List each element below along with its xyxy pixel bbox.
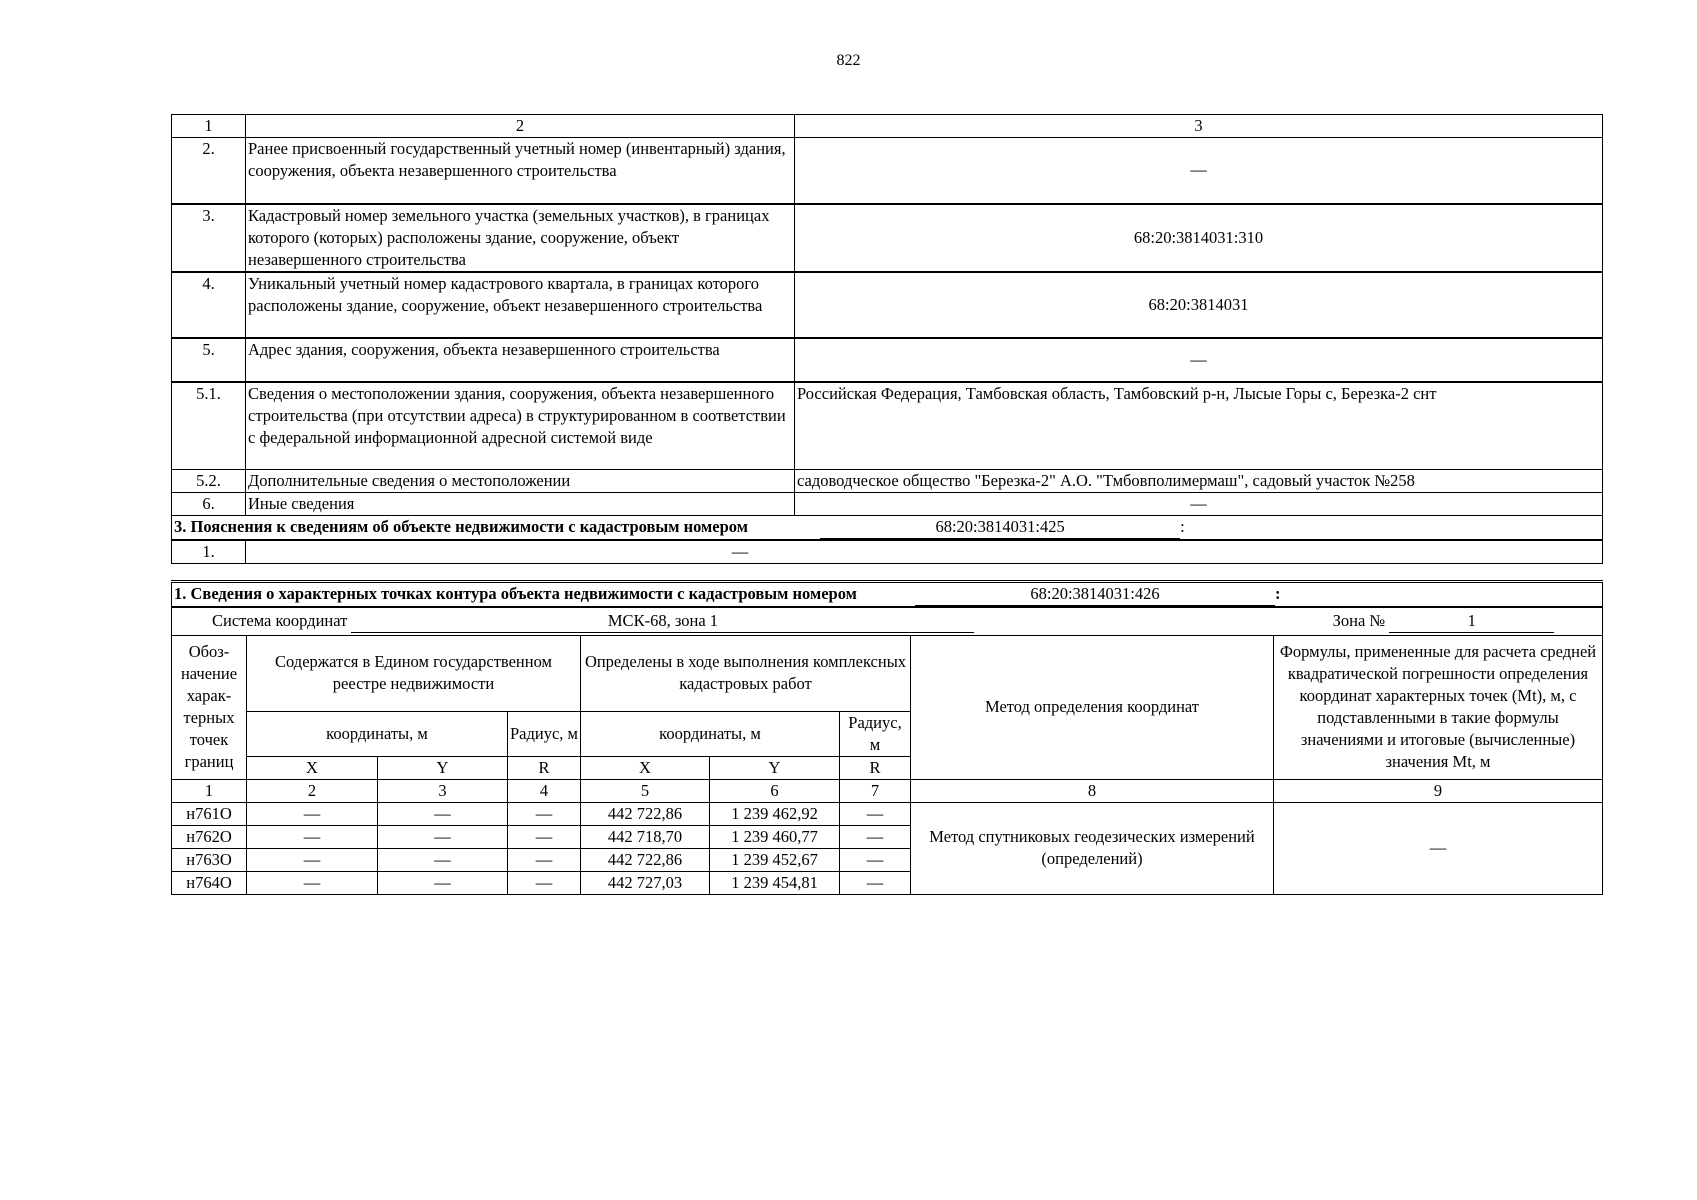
row-label: Сведения о местоположении здания, сооружения, объекта незавершенного строительства (при отсутствии адреса) в структурированном в соответствии с федеральной информационной адресной системой виде bbox=[246, 382, 795, 470]
zone-value: 1 bbox=[1389, 610, 1554, 633]
ckr-x-header: X bbox=[581, 756, 710, 779]
point-name: н763О bbox=[172, 848, 247, 871]
point-x1: — bbox=[247, 848, 378, 871]
row-value: Российская Федерация, Тамбовская область, Тамбовский р-н, Лысые Горы с, Березка-2 снт bbox=[795, 382, 1603, 470]
row-value: — bbox=[795, 493, 1603, 516]
ckr-radius-header: Радиус, м bbox=[840, 711, 911, 756]
point-name: н762О bbox=[172, 825, 247, 848]
table-row bbox=[172, 382, 1603, 470]
ckr-y-header: Y bbox=[710, 756, 840, 779]
point-x2: 442 722,86 bbox=[581, 802, 710, 825]
designation-header: Обоз-начение харак-терных точек границ bbox=[172, 635, 247, 779]
section1-row bbox=[172, 582, 1603, 608]
section1-title-cell bbox=[172, 582, 1603, 608]
point-y2: 1 239 454,81 bbox=[710, 871, 840, 894]
point-r2: — bbox=[840, 802, 911, 825]
zone-label: Зона № bbox=[1332, 610, 1386, 630]
point-r1: — bbox=[508, 848, 581, 871]
col-number: 6 bbox=[710, 779, 840, 802]
row-value: 68:20:3814031:310 bbox=[795, 204, 1603, 272]
point-r1: — bbox=[508, 871, 581, 894]
row-value: — bbox=[795, 138, 1603, 204]
point-r2: — bbox=[840, 848, 911, 871]
table-row bbox=[172, 540, 1603, 564]
header-row-1 bbox=[172, 635, 1603, 711]
column-numbers-row bbox=[172, 779, 1603, 802]
egrn-radius-header: Радиус, м bbox=[508, 711, 581, 756]
col-number: 2 bbox=[247, 779, 378, 802]
row-label: Дополнительные сведения о местоположении bbox=[246, 470, 795, 493]
object-info-table bbox=[171, 114, 1603, 564]
row-number: 4. bbox=[172, 272, 246, 338]
row-value: 68:20:3814031 bbox=[795, 272, 1603, 338]
col-number: 1 bbox=[172, 779, 247, 802]
section3-row bbox=[172, 516, 1603, 541]
header-cell: 3 bbox=[795, 115, 1603, 138]
ckr-coords-header: координаты, м bbox=[581, 711, 840, 756]
point-x1: — bbox=[247, 871, 378, 894]
egrn-coords-header: координаты, м bbox=[247, 711, 508, 756]
coord-system-cell bbox=[172, 607, 1603, 635]
row-label: Уникальный учетный номер кадастрового квартала, в границах которого расположены здание, сооружение, объект незавершенного строительства bbox=[246, 272, 795, 338]
table-row bbox=[172, 204, 1603, 272]
egrn-header: Содержатся в Едином государственном реестре недвижимости bbox=[247, 635, 581, 711]
page-number: 822 bbox=[836, 52, 861, 69]
table-header-row bbox=[172, 115, 1603, 138]
section1-colon: : bbox=[1275, 584, 1281, 603]
section3-title-cell bbox=[172, 516, 1603, 541]
point-r2: — bbox=[840, 871, 911, 894]
section1-title: 1. Сведения о характерных точках контура объекта недвижимости с кадастровым номером bbox=[174, 584, 857, 603]
points-table bbox=[171, 580, 1603, 895]
table-row bbox=[172, 138, 1603, 204]
col-number: 5 bbox=[581, 779, 710, 802]
row-label: Ранее присвоенный государственный учетный номер (инвентарный) здания, сооружения, объекта незавершенного строительства bbox=[246, 138, 795, 204]
method-value: Метод спутниковых геодезических измерений (определений) bbox=[911, 802, 1274, 894]
point-name: н761О bbox=[172, 802, 247, 825]
header-cell: 2 bbox=[246, 115, 795, 138]
row-value: садоводческое общество "Березка-2" А.О. "Тмбовполимермаш", садовый участок №258 bbox=[795, 470, 1603, 493]
point-y1: — bbox=[378, 871, 508, 894]
row-number: 2. bbox=[172, 138, 246, 204]
row-number: 6. bbox=[172, 493, 246, 516]
egrn-r-header: R bbox=[508, 756, 581, 779]
point-x2: 442 727,03 bbox=[581, 871, 710, 894]
section3-colon: : bbox=[1180, 517, 1185, 536]
section3-title: 3. Пояснения к сведениям об объекте недвижимости с кадастровым номером bbox=[174, 517, 748, 536]
point-y2: 1 239 462,92 bbox=[710, 802, 840, 825]
method-header: Метод определения координат bbox=[911, 635, 1274, 779]
point-x1: — bbox=[247, 802, 378, 825]
egrn-x-header: X bbox=[247, 756, 378, 779]
ckr-header: Определены в ходе выполнения комплексных кадастровых работ bbox=[581, 635, 911, 711]
point-y1: — bbox=[378, 825, 508, 848]
point-x2: 442 718,70 bbox=[581, 825, 710, 848]
formulas-value: — bbox=[1274, 802, 1603, 894]
row-number: 3. bbox=[172, 204, 246, 272]
point-x2: 442 722,86 bbox=[581, 848, 710, 871]
point-r1: — bbox=[508, 825, 581, 848]
point-row bbox=[172, 802, 1603, 825]
row-label: Кадастровый номер земельного участка (земельных участков), в границах которого (которых) расположены здание, сооружение, объект незавершенного строительства bbox=[246, 204, 795, 272]
row-number: 5. bbox=[172, 338, 246, 382]
col-number: 4 bbox=[508, 779, 581, 802]
point-y1: — bbox=[378, 802, 508, 825]
coord-system-value: МСК-68, зона 1 bbox=[351, 610, 974, 633]
row-label: Адрес здания, сооружения, объекта незавершенного строительства bbox=[246, 338, 795, 382]
point-name: н764О bbox=[172, 871, 247, 894]
point-y2: 1 239 460,77 bbox=[710, 825, 840, 848]
coord-system-label: Система координат bbox=[212, 610, 348, 630]
ckr-r-header: R bbox=[840, 756, 911, 779]
col-number: 3 bbox=[378, 779, 508, 802]
section3-cadastral-number: 68:20:3814031:425 bbox=[820, 516, 1180, 539]
section1-cadastral-number: 68:20:3814031:426 bbox=[915, 583, 1275, 606]
table-row bbox=[172, 272, 1603, 338]
coord-system-row bbox=[172, 607, 1603, 635]
col-number: 9 bbox=[1274, 779, 1603, 802]
row-number: 5.1. bbox=[172, 382, 246, 470]
row-number: 5.2. bbox=[172, 470, 246, 493]
row-label: Иные сведения bbox=[246, 493, 795, 516]
point-x1: — bbox=[247, 825, 378, 848]
formulas-header: Формулы, примененные для расчета средней квадратической погрешности определения координат характерных точек (Mt), м, с подставленными в такие формулы значениями и итоговые (вычисленные) значения Mt, м bbox=[1274, 635, 1603, 779]
point-r1: — bbox=[508, 802, 581, 825]
point-y1: — bbox=[378, 848, 508, 871]
table-row bbox=[172, 470, 1603, 493]
row-value: — bbox=[795, 338, 1603, 382]
col-number: 7 bbox=[840, 779, 911, 802]
row-value: — bbox=[246, 540, 1603, 564]
col-number: 8 bbox=[911, 779, 1274, 802]
table-row bbox=[172, 338, 1603, 382]
table-row bbox=[172, 493, 1603, 516]
point-y2: 1 239 452,67 bbox=[710, 848, 840, 871]
point-r2: — bbox=[840, 825, 911, 848]
header-cell: 1 bbox=[172, 115, 246, 138]
row-number: 1. bbox=[172, 540, 246, 564]
egrn-y-header: Y bbox=[378, 756, 508, 779]
